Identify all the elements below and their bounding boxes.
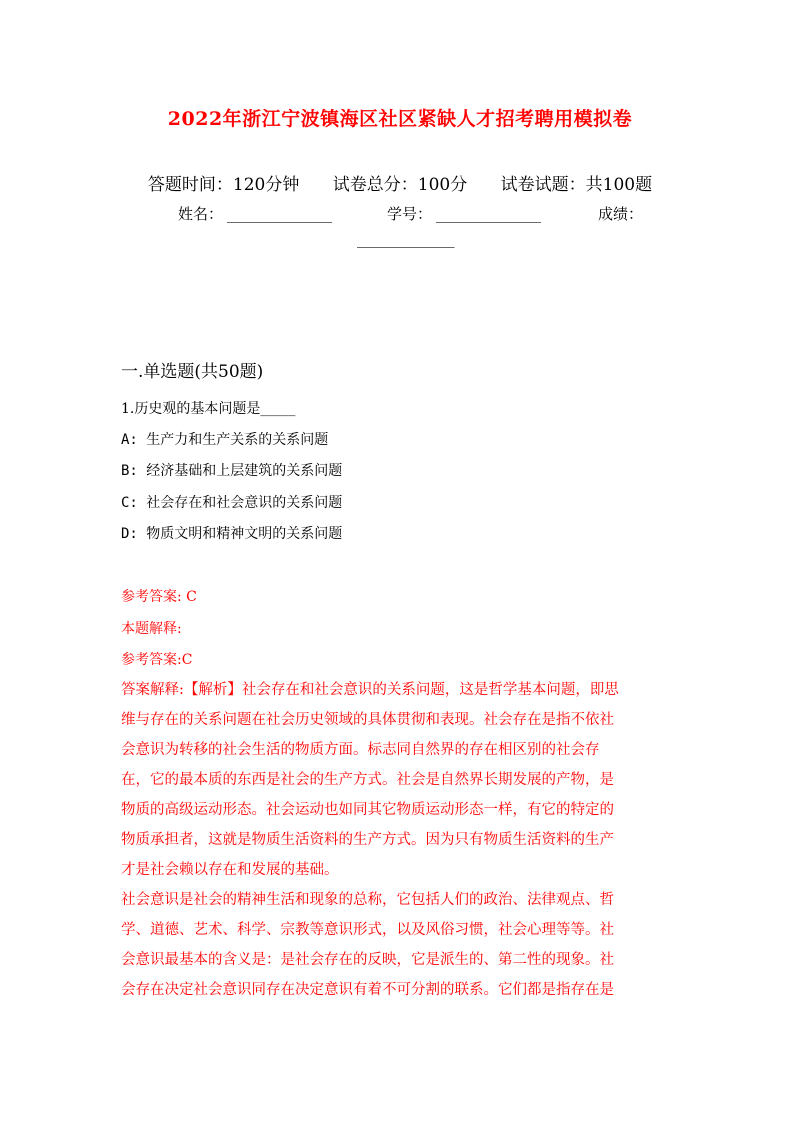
name-field [178,203,332,224]
exam-total-score: 试卷总分：100分 [332,175,468,195]
option-c [121,492,342,512]
explanation-label: 本题解释: [121,621,182,637]
explanation-line: 才是社会赖以存在和发展的基础。 [121,862,339,878]
option-key: B: [121,463,138,479]
explanation-line: 学、道德、艺术、科学、宗教等意识形式，以及风俗习惯，社会心理等等。社 [121,922,614,938]
option-key: C: [121,495,138,511]
question-stem-text: 1.历史观的基本问题是_____ [121,401,296,417]
explanation-line: 维与存在的关系问题在社会历史领域的具体贯彻和表现。社会存在是指不依社 [121,712,614,728]
explanation-line: 会意识为转移的社会生活的物质方面。标志同自然界的存在相区别的社会存 [121,742,600,758]
option-text: 物质文明和精神文明的关系问题 [146,526,343,542]
answer-explanation [121,675,681,1005]
score-field [598,203,647,224]
name-blank: ______________ [227,205,333,223]
explanation-line: 物质承担者，这就是物质生活资料的生产方式。因为只有物质生活资料的生产 [121,832,614,848]
name-label: 姓名： [178,205,224,223]
explanation-line: 答案解释:【解析】社会存在和社会意识的关系问题，这是哲学基本问题，即思 [121,682,619,698]
option-key: D: [121,526,138,542]
option-text: 社会存在和社会意识的关系问题 [146,495,343,511]
explanation-line: 社会意识是社会的精神生活和现象的总称，它包括人们的政治、法律观点、哲 [121,892,614,908]
explanation-line: 在，它的最本质的东西是社会的生产方式。社会是自然界长期发展的产物，是 [121,772,614,788]
explanation-line: 会意识最基本的含义是：是社会存在的反映，它是派生的、第二性的现象。社 [121,952,614,968]
exam-title: 2022年浙江宁波镇海区社区紧缺人才招考聘用模拟卷 [167,108,633,130]
score-blank: _____________ [357,230,455,248]
reference-answer: 参考答案: C [121,589,197,605]
option-a [121,429,328,449]
explanation-line: 物质的高级运动形态。社会运动也如同其它物质运动形态一样，有它的特定的 [121,802,614,818]
question-stem [121,398,295,418]
student-id-blank: ______________ [436,205,542,223]
option-text: 生产力和生产关系的关系问题 [146,432,329,448]
student-id-label: 学号： [387,205,433,223]
option-d [121,523,342,543]
reference-answer-2: 参考答案:C [121,652,193,668]
section-title: 一.单选题(共50题) [121,362,264,382]
exam-time: 答题时间：120分钟 [147,175,300,195]
score-label: 成绩： [598,205,644,223]
option-text: 经济基础和上层建筑的关系问题 [146,463,343,479]
explanation-line: 会存在决定社会意识同存在决定意识有着不可分割的联系。它们都是指存在是 [121,982,614,998]
exam-meta [0,170,800,195]
exam-question-count: 试卷试题：共100题 [500,175,653,195]
option-key: A: [121,432,138,448]
student-id-field [387,203,541,224]
option-b [121,460,342,480]
